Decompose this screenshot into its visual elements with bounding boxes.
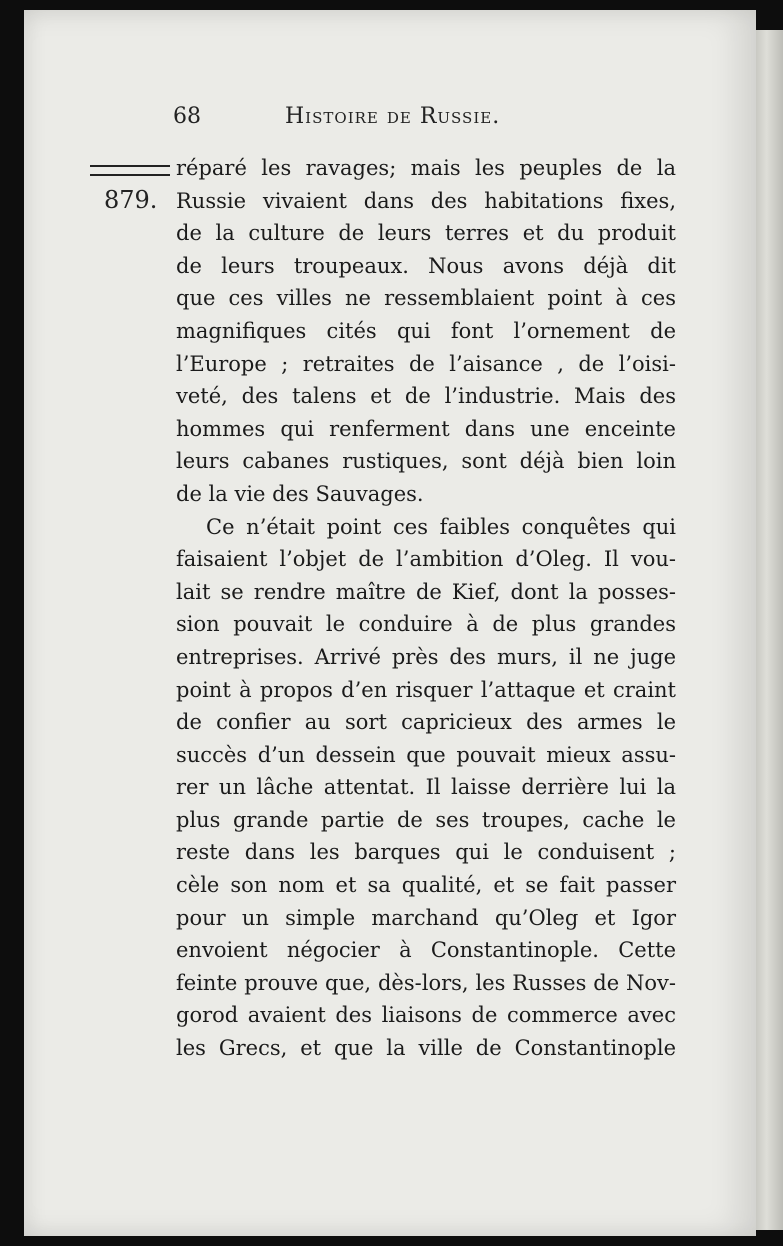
- text-line: que ces villes ne ressemblaient point à ces: [176, 286, 676, 311]
- text-line: entreprises. Arrivé près des murs, il ne juge: [176, 644, 676, 669]
- text-line: leurs cabanes rustiques, sont déjà bien loin: [176, 449, 676, 474]
- text-line: de la vie des Sauvages.: [176, 481, 424, 506]
- page-header: [173, 100, 673, 136]
- book-gutter: [756, 30, 783, 1230]
- text-line: Ce n’était point ces faibles conquêtes qui: [206, 514, 676, 539]
- text-line: envoient négocier à Constantinople. Cette: [176, 938, 676, 963]
- text-line: de la culture de leurs terres et du produit: [176, 221, 676, 246]
- body-text: [176, 152, 676, 1065]
- text-line: reste dans les barques qui le conduisent ;: [176, 840, 676, 865]
- text-line: point à propos d’en risquer l’attaque et craint: [176, 677, 676, 702]
- text-line: l’Europe ; retraites de l’aisance , de l’oisi-: [176, 351, 676, 376]
- text-line: les Grecs, et que la ville de Constantinople: [176, 1036, 676, 1061]
- text-line: rer un lâche attentat. Il laisse derrière lui la: [176, 775, 676, 800]
- page-number: 68: [173, 104, 201, 129]
- text-line: gorod avaient des liaisons de commerce avec: [176, 1003, 676, 1028]
- text-line: Russie vivaient dans des habitations fixes,: [176, 188, 676, 213]
- running-title: Histoire de Russie.: [285, 104, 501, 129]
- text-line: veté, des talens et de l’industrie. Mais des: [176, 384, 676, 409]
- margin-double-rule: [90, 165, 170, 176]
- text-line: cèle son nom et sa qualité, et se fait passer: [176, 873, 676, 898]
- text-line: de leurs troupeaux. Nous avons déjà dit: [176, 253, 676, 278]
- text-line: pour un simple marchand qu’Oleg et Igor: [176, 905, 676, 930]
- text-line: sion pouvait le conduire à de plus grandes: [176, 612, 676, 637]
- text-line: feinte prouve que, dès-lors, les Russes de Nov-: [176, 970, 676, 995]
- text-line: plus grande partie de ses troupes, cache le: [176, 807, 676, 832]
- text-line: magnifiques cités qui font l’ornement de: [176, 318, 676, 343]
- text-line: hommes qui renferment dans une enceinte: [176, 416, 676, 441]
- text-line: lait se rendre maître de Kief, dont la posses-: [176, 579, 676, 604]
- paragraph-2: [176, 511, 676, 1065]
- text-line: faisaient l’objet de l’ambition d’Oleg. Il vou-: [176, 547, 676, 572]
- paragraph-1: [176, 152, 676, 511]
- text-line: réparé les ravages; mais les peuples de la: [176, 156, 676, 180]
- margin-year-note: 879.: [104, 186, 158, 214]
- text-line: de confier au sort capricieux des armes le: [176, 710, 676, 735]
- text-line: succès d’un dessein que pouvait mieux assu-: [176, 742, 676, 767]
